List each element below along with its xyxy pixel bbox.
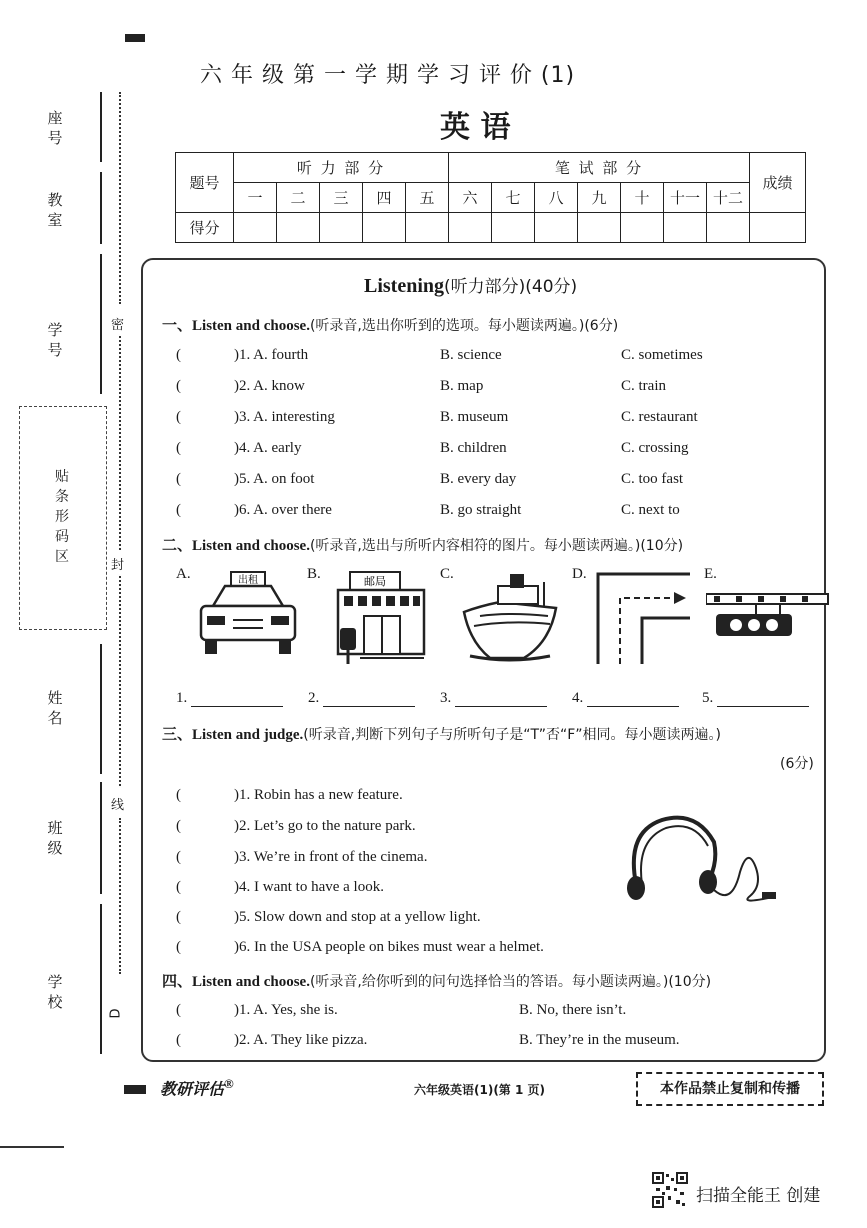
col-number: 十二 [707,183,750,213]
option-a: )1. A. Yes, she is. [234,1002,338,1018]
taxi-sign-text: 出租 [238,575,258,586]
answer-blank[interactable]: 3. [440,690,547,707]
barcode-area [19,406,107,630]
option-c: C. sometimes [621,347,703,363]
section3-title [162,723,721,744]
judge-sentence: )6. In the USA people on bikes must wear a helmet. [234,939,544,955]
section-number: 三、 [162,727,193,743]
answer-paren[interactable]: ( [176,787,181,803]
taxi-picture [195,570,301,658]
seal-line [119,818,121,974]
option-a: )6. A. over there [234,502,332,518]
seat-label: 座号 [47,109,63,147]
written-header: 笔 试 部 分 [449,153,750,183]
answer-paren[interactable]: ( [176,849,181,865]
qr-code-icon [652,1172,688,1208]
option-b: B. No, there isn’t. [519,1002,627,1018]
student-no-label: 学号 [47,321,63,359]
option-b: B. every day [440,471,517,487]
score-cell[interactable] [492,213,535,243]
registered-mark: ® [224,1076,234,1091]
answer-paren[interactable]: ( [176,939,181,955]
section-instructions: (听录音,选出与所听内容相符的图片。每小题读两遍。)(10分) [309,538,684,554]
score-cell[interactable] [234,213,277,243]
total-label: 成绩 [750,153,806,213]
col-number: 一 [234,183,277,213]
judge-sentence: )1. Robin has a new feature. [234,787,403,803]
brand-text: 教研评估 [160,1081,225,1099]
score-cell[interactable] [449,213,492,243]
answer-paren[interactable]: ( [176,378,181,394]
score-cell[interactable] [320,213,363,243]
answer-paren[interactable]: ( [176,909,181,925]
seal-line [119,576,121,786]
option-a: )5. A. on foot [234,471,315,487]
answer-paren[interactable]: ( [176,440,181,456]
blank-line [717,692,809,707]
blank-line [455,692,547,707]
school-label: 学校 [47,973,63,1011]
answer-paren[interactable]: ( [176,818,181,834]
option-c: C. crossing [621,440,689,456]
option-c: C. restaurant [621,409,698,425]
subject-title: 英 语 [440,110,511,145]
option-b: B. map [440,378,484,394]
section3-points: (6分) [780,756,814,772]
answer-paren[interactable]: ( [176,347,181,363]
picture-label: A. [176,566,191,582]
score-label: 得分 [176,213,234,243]
option-b: B. science [440,347,502,363]
section2-title [162,534,683,555]
score-cell[interactable] [535,213,578,243]
picture-label: C. [440,566,454,582]
option-a: )3. A. interesting [234,409,335,425]
seal-line [119,92,121,304]
picture-label: D. [572,566,587,582]
col-number: 八 [535,183,578,213]
section-title-en: Listen and judge. [192,727,304,743]
col-number: 七 [492,183,535,213]
section-instructions: (听录音,判断下列句子与所听句子是“T”否“F”相同。每小题读两遍。) [303,727,721,743]
col-number: 六 [449,183,492,213]
option-c: C. train [621,378,666,394]
brand-logo [160,1076,234,1099]
copy-notice: 本作品禁止复制和传播 [636,1072,824,1106]
post-office-picture [330,568,430,668]
letter-d: D [108,1008,124,1019]
section1-title [162,314,618,335]
option-b: B. children [440,440,507,456]
section-title-en: Listen and choose. [192,318,310,334]
page-title: 六 年 级 第 一 学 期 学 习 评 价 (1) [200,63,576,88]
col-number: 二 [277,183,320,213]
answer-paren[interactable]: ( [176,1032,181,1048]
option-b: B. They’re in the museum. [519,1032,680,1048]
ship-picture [460,572,560,664]
answer-paren[interactable]: ( [176,502,181,518]
listening-heading-cn: (听力部分)(40分) [444,277,578,297]
option-a: )1. A. fourth [234,347,309,363]
col-number: 四 [363,183,406,213]
option-a: )2. A. They like pizza. [234,1032,368,1048]
answer-paren[interactable]: ( [176,879,181,895]
row-label: 题号 [176,153,234,213]
col-number: 十一 [664,183,707,213]
scanner-watermark: 扫描全能王 创建 [696,1186,821,1206]
section-instructions: (听录音,给你听到的问句选择恰当的答语。每小题读两遍。)(10分) [309,974,712,990]
name-label: 姓名 [47,689,63,727]
score-cell[interactable] [750,213,806,243]
col-number: 五 [406,183,449,213]
score-cell[interactable] [621,213,664,243]
headphones-picture [622,812,778,912]
section-title-en: Listen and choose. [192,538,310,554]
seal-feng: 封 [111,558,125,573]
score-cell[interactable] [707,213,750,243]
seal-line [119,336,121,550]
separator-line [100,644,102,774]
score-table [175,152,806,243]
judge-sentence: )2. Let’s go to the nature park. [234,818,416,834]
option-a: )4. A. early [234,440,302,456]
separator-line [100,172,102,244]
separator-line [100,782,102,894]
traffic-light-picture [706,590,830,650]
seal-mi: 密 [111,318,125,333]
page-info: 六年级英语(1)(第 1 页) [414,1083,545,1097]
picture-label: E. [704,566,717,582]
answer-blank[interactable]: 2. [308,690,415,707]
answer-blank[interactable]: 5. [702,690,809,707]
section-number: 一、 [162,318,193,334]
listening-header: 听 力 部 分 [234,153,449,183]
section-title-en: Listen and choose. [192,974,310,990]
smudge-line [0,1146,64,1148]
col-number: 九 [578,183,621,213]
option-c: C. too fast [621,471,684,487]
separator-line [100,254,102,394]
answer-paren[interactable]: ( [176,471,181,487]
col-number: 十 [621,183,664,213]
option-b: B. go straight [440,502,522,518]
blank-line [587,692,679,707]
section-number: 四、 [162,974,193,990]
col-number: 三 [320,183,363,213]
picture-label: B. [307,566,321,582]
answer-blank[interactable]: 4. [572,690,679,707]
option-b: B. museum [440,409,509,425]
section-instructions: (听录音,选出你听到的选项。每小题读两遍。)(6分) [309,318,619,334]
option-a: )2. A. know [234,378,305,394]
separator-line [100,904,102,1054]
option-c: C. next to [621,502,680,518]
score-cell[interactable] [664,213,707,243]
grade-label: 班级 [47,819,63,857]
section-number: 二、 [162,538,193,554]
classroom-label: 教室 [47,191,63,229]
seal-xian: 线 [111,798,125,813]
score-cell[interactable] [578,213,621,243]
listening-heading [364,272,577,298]
footer-mark [124,1085,146,1094]
barcode-area-label: 贴条形码区 [55,469,69,565]
listening-heading-en: Listening [364,275,445,297]
score-cell[interactable] [277,213,320,243]
separator-line [100,92,102,162]
judge-sentence: )5. Slow down and stop at a yellow light. [234,909,481,925]
answer-blank[interactable]: 1. [176,690,283,707]
answer-paren[interactable]: ( [176,1002,181,1018]
score-cell[interactable] [406,213,449,243]
post-sign-text: 邮局 [364,575,386,588]
score-cell[interactable] [363,213,406,243]
section4-title [162,970,711,991]
judge-sentence: )3. We’re in front of the cinema. [234,849,428,865]
answer-paren[interactable]: ( [176,409,181,425]
corner-mark [125,34,145,42]
turn-right-picture [594,570,694,666]
blank-line [191,692,283,707]
blank-line [323,692,415,707]
judge-sentence: )4. I want to have a look. [234,879,384,895]
